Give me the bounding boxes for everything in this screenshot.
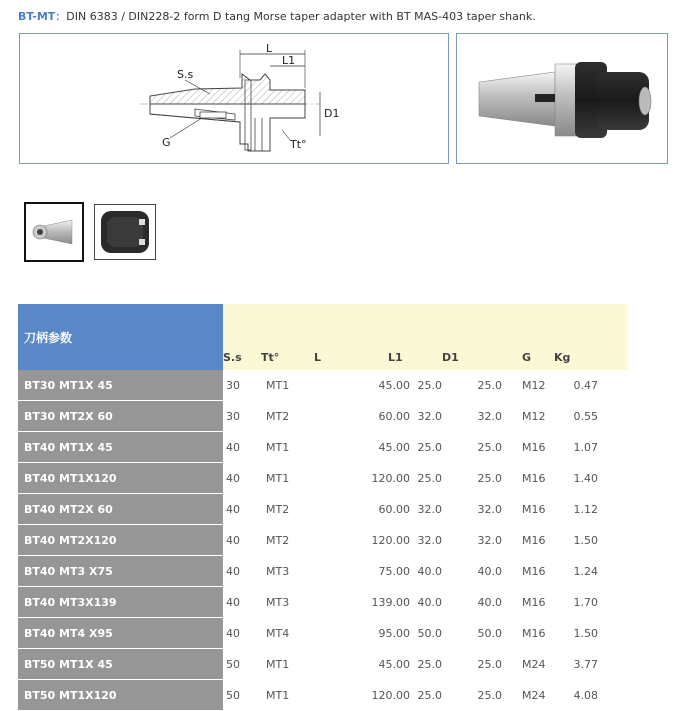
table-row bbox=[18, 680, 627, 711]
row-d1: 50.0 bbox=[477, 626, 503, 640]
column-header-tt: Tt° bbox=[261, 304, 314, 370]
spec-table bbox=[18, 304, 627, 711]
column-header-d1: D1 bbox=[442, 304, 502, 370]
row-kg: 4.08 bbox=[573, 688, 599, 702]
row-ss: 30 bbox=[226, 378, 240, 392]
row-kg: 1.70 bbox=[573, 595, 599, 609]
row-g: M24 bbox=[522, 688, 546, 702]
row-l: 120.00 bbox=[371, 688, 410, 702]
row-name: BT40 MT2X120 bbox=[18, 525, 223, 556]
row-name: BT50 MT1X120 bbox=[18, 680, 223, 711]
technical-drawing bbox=[20, 34, 448, 163]
table-row bbox=[18, 401, 627, 432]
row-spacer bbox=[598, 525, 627, 556]
row-l1: 40.0 bbox=[417, 595, 443, 609]
row-g: M16 bbox=[522, 471, 546, 485]
drawing-label-l1: L1 bbox=[282, 54, 296, 67]
drawing-label-tt: Tt° bbox=[290, 138, 307, 151]
row-tt: MT2 bbox=[266, 533, 290, 547]
row-l1: 25.0 bbox=[417, 657, 443, 671]
row-kg: 1.07 bbox=[573, 440, 599, 454]
row-kg: 3.77 bbox=[573, 657, 599, 671]
row-tt: MT4 bbox=[266, 626, 290, 640]
row-ss: 40 bbox=[226, 626, 240, 640]
row-kg: 1.12 bbox=[573, 502, 599, 516]
row-spacer bbox=[598, 556, 627, 587]
thumbnail-photo-front[interactable] bbox=[24, 202, 84, 262]
row-name: BT40 MT1X 45 bbox=[18, 432, 223, 463]
row-l1: 32.0 bbox=[417, 409, 443, 423]
table-row bbox=[18, 494, 627, 525]
row-tt: MT1 bbox=[266, 378, 290, 392]
row-spacer bbox=[598, 649, 627, 680]
row-kg: 1.24 bbox=[573, 564, 599, 578]
table-row bbox=[18, 432, 627, 463]
row-l: 45.00 bbox=[378, 378, 410, 392]
row-l: 60.00 bbox=[378, 502, 410, 516]
row-name: BT40 MT3 X75 bbox=[18, 556, 223, 587]
row-tt: MT1 bbox=[266, 657, 290, 671]
row-g: M12 bbox=[522, 409, 546, 423]
thumbnail-photo-back[interactable] bbox=[94, 204, 156, 260]
row-ss: 30 bbox=[226, 409, 240, 423]
row-spacer bbox=[598, 463, 627, 494]
row-ss: 40 bbox=[226, 595, 240, 609]
table-row bbox=[18, 587, 627, 618]
row-tt: MT2 bbox=[266, 409, 290, 423]
row-tt: MT2 bbox=[266, 502, 290, 516]
row-name: BT40 MT2X 60 bbox=[18, 494, 223, 525]
row-ss: 40 bbox=[226, 564, 240, 578]
row-l1: 50.0 bbox=[417, 626, 443, 640]
row-tt: MT1 bbox=[266, 471, 290, 485]
table-row bbox=[18, 556, 627, 587]
row-d1: 25.0 bbox=[477, 440, 503, 454]
row-ss: 40 bbox=[226, 502, 240, 516]
column-header-ss: S.s bbox=[223, 304, 261, 370]
row-l: 45.00 bbox=[378, 657, 410, 671]
row-l1: 40.0 bbox=[417, 564, 443, 578]
row-l: 139.00 bbox=[371, 595, 410, 609]
row-spacer bbox=[598, 494, 627, 525]
row-l: 45.00 bbox=[378, 440, 410, 454]
row-ss: 40 bbox=[226, 440, 240, 454]
product-description: DIN 6383 / DIN228-2 form D tang Morse taper adapter with BT MAS-403 taper shank. bbox=[66, 10, 536, 23]
row-d1: 32.0 bbox=[477, 502, 503, 516]
row-l1: 25.0 bbox=[417, 378, 443, 392]
column-header-name: 刀柄参数 bbox=[18, 304, 223, 370]
row-ss: 50 bbox=[226, 688, 240, 702]
row-l1: 32.0 bbox=[417, 533, 443, 547]
row-spacer bbox=[598, 432, 627, 463]
thumbnail-image bbox=[26, 204, 82, 260]
thumbnail-image bbox=[95, 205, 155, 259]
row-tt: MT1 bbox=[266, 688, 290, 702]
table-row bbox=[18, 618, 627, 649]
row-d1: 25.0 bbox=[477, 657, 503, 671]
product-code: BT-MT： bbox=[18, 10, 67, 23]
table-row bbox=[18, 525, 627, 556]
row-d1: 25.0 bbox=[477, 378, 503, 392]
row-ss: 40 bbox=[226, 533, 240, 547]
row-d1: 25.0 bbox=[477, 471, 503, 485]
row-spacer bbox=[598, 370, 627, 401]
row-kg: 0.55 bbox=[573, 409, 599, 423]
row-l: 60.00 bbox=[378, 409, 410, 423]
row-kg: 1.50 bbox=[573, 533, 599, 547]
product-photo-panel bbox=[456, 33, 668, 164]
row-name: BT40 MT4 X95 bbox=[18, 618, 223, 649]
row-l: 75.00 bbox=[378, 564, 410, 578]
row-g: M12 bbox=[522, 378, 546, 392]
row-g: M16 bbox=[522, 533, 546, 547]
technical-drawing-panel bbox=[19, 33, 449, 164]
row-tt: MT1 bbox=[266, 440, 290, 454]
row-spacer bbox=[598, 401, 627, 432]
row-spacer bbox=[598, 587, 627, 618]
row-l1: 32.0 bbox=[417, 502, 443, 516]
row-l1: 25.0 bbox=[417, 471, 443, 485]
table-row bbox=[18, 463, 627, 494]
row-name: BT50 MT1X 45 bbox=[18, 649, 223, 680]
row-g: M16 bbox=[522, 595, 546, 609]
row-tt: MT3 bbox=[266, 564, 290, 578]
row-kg: 1.40 bbox=[573, 471, 599, 485]
row-l: 120.00 bbox=[371, 533, 410, 547]
row-l1: 25.0 bbox=[417, 440, 443, 454]
row-name: BT40 MT1X120 bbox=[18, 463, 223, 494]
row-ss: 40 bbox=[226, 471, 240, 485]
row-g: M24 bbox=[522, 657, 546, 671]
drawing-label-ss: S.s bbox=[177, 68, 194, 81]
row-name: BT30 MT2X 60 bbox=[18, 401, 223, 432]
drawing-label-g: G bbox=[162, 136, 171, 149]
row-g: M16 bbox=[522, 626, 546, 640]
row-kg: 1.50 bbox=[573, 626, 599, 640]
row-g: M16 bbox=[522, 502, 546, 516]
row-ss: 50 bbox=[226, 657, 240, 671]
row-g: M16 bbox=[522, 440, 546, 454]
drawing-label-l: L bbox=[266, 42, 273, 55]
table-row bbox=[18, 370, 627, 401]
row-kg: 0.47 bbox=[573, 378, 599, 392]
row-g: M16 bbox=[522, 564, 546, 578]
product-heading bbox=[18, 8, 536, 24]
column-header-l: L bbox=[314, 304, 372, 370]
row-l1: 25.0 bbox=[417, 688, 443, 702]
row-d1: 40.0 bbox=[477, 595, 503, 609]
drawing-label-d1: D1 bbox=[324, 107, 340, 120]
column-header-kg: Kg bbox=[542, 304, 598, 370]
row-d1: 40.0 bbox=[477, 564, 503, 578]
table-row bbox=[18, 649, 627, 680]
row-name: BT40 MT3X139 bbox=[18, 587, 223, 618]
row-d1: 32.0 bbox=[477, 533, 503, 547]
product-photo bbox=[457, 34, 667, 163]
column-header-g: G bbox=[502, 304, 542, 370]
table-header-row bbox=[18, 304, 627, 370]
row-d1: 25.0 bbox=[477, 688, 503, 702]
row-name: BT30 MT1X 45 bbox=[18, 370, 223, 401]
row-spacer bbox=[598, 680, 627, 711]
column-header-spacer bbox=[598, 304, 627, 370]
row-tt: MT3 bbox=[266, 595, 290, 609]
row-d1: 32.0 bbox=[477, 409, 503, 423]
row-l: 120.00 bbox=[371, 471, 410, 485]
column-header-l1: L1 bbox=[372, 304, 442, 370]
row-l: 95.00 bbox=[378, 626, 410, 640]
row-spacer bbox=[598, 618, 627, 649]
